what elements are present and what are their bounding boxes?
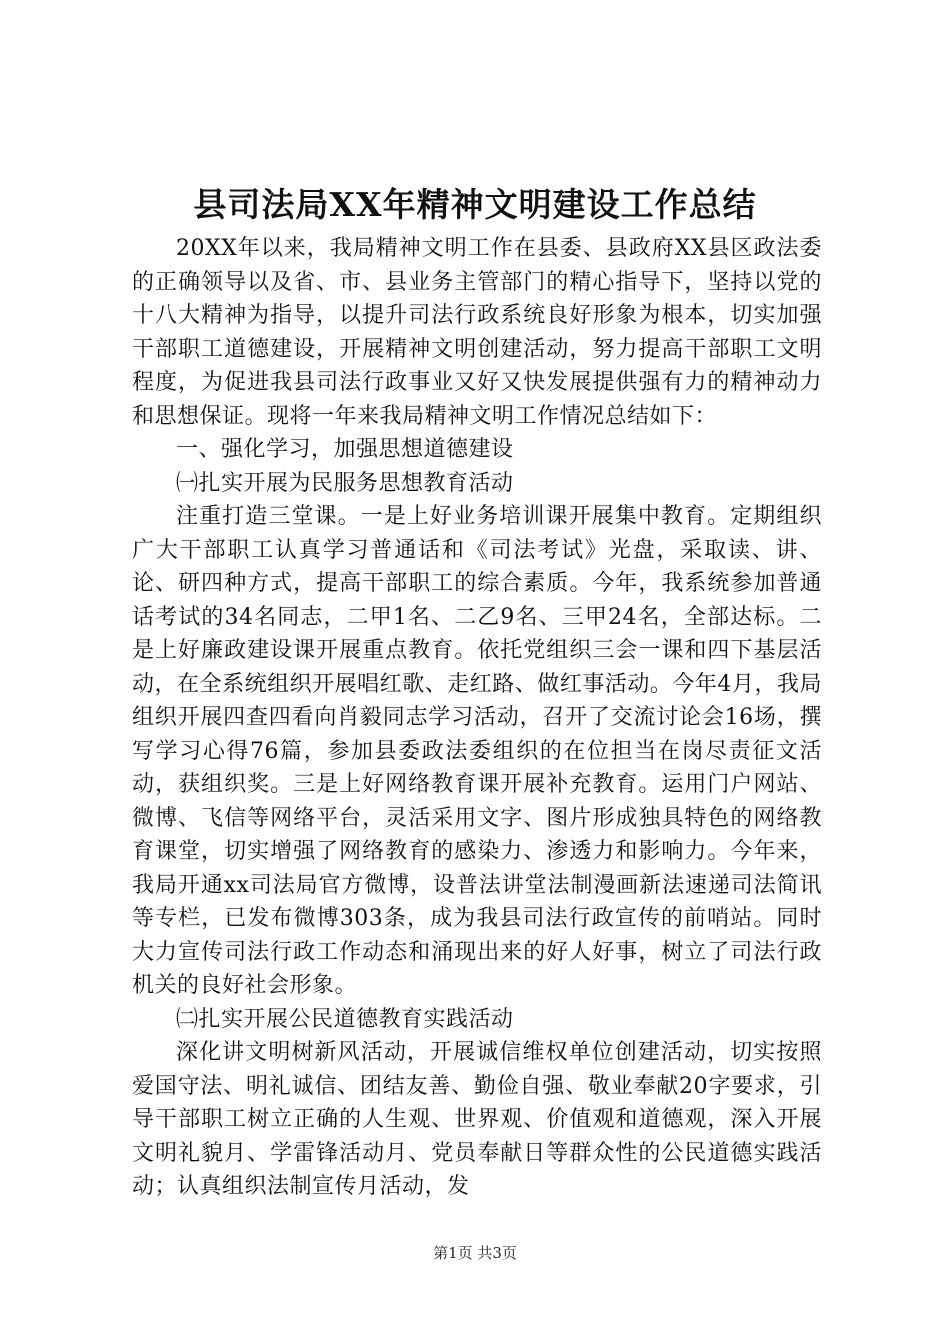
subsection-heading-2: ㈡扎实开展公民道德教育实践活动	[176, 1006, 514, 1032]
document-title: 县司法局XX年精神文明建设工作总结	[193, 185, 757, 224]
intro-paragraph: 20XX年以来，我局精神文明工作在县委、县政府XX县区政法委的正确领导以及省、市、县业务主管部门的精心指导下，坚持以党的十八大精神为指导，以提升司法行政系统良好形象为根本，切实加强干部职工道德建设，开展精神文明创建活动，努力提高干部职工文明程度，为促进我县司法行政事业又好又快发展提供强有力的精神动力和思想保证。现将一年来我局精神文明工作情况总结如下：	[132, 236, 822, 429]
page-footer: 第1页 共3页	[433, 1244, 517, 1262]
subsection-heading-1: ㈠扎实开展为民服务思想教育活动	[176, 470, 514, 496]
section-heading-1: 一、强化学习，加强思想道德建设	[176, 437, 514, 462]
document-body	[132, 232, 822, 1204]
body-paragraph-1: 注重打造三堂课。一是上好业务培训课开展集中教育。定期组织广大干部职工认真学习普通话和《司法考试》光盘，采取读、讲、论、研四种方式，提高干部职工的综合素质。今年，我系统参加普通话考试的34名同志，二甲1名、二乙9名、三甲24名，全部达标。二是上好廉政建设课开展重点教育。依托党组织三会一课和四下基层活动，在全系统组织开展唱红歌、走红路、做红事活动。今年4月，我局组织开展四查四看向肖毅同志学习活动，召开了交流讨论会16场，撰写学习心得76篇，参加县委政法委组织的在位担当在岗尽责征文活动，获组织奖。三是上好网络教育课开展补充教育。运用门户网站、微博、飞信等网络平台，灵活采用文字、图片形成独具特色的网络教育课堂，切实增强了网络教育的感染力、渗透力和影响力。今年来，我局开通xx司法局官方微博，设普法讲堂法制漫画新法速递司法简讯等专栏，已发布微博303条，成为我县司法行政宣传的前哨站。同时大力宣传司法行政工作动态和涌现出来的好人好事，树立了司法行政机关的良好社会形象。	[132, 504, 822, 998]
body-paragraph-2: 深化讲文明树新风活动，开展诚信维权单位创建活动，切实按照爱国守法、明礼诚信、团结友善、勤俭自强、敬业奉献20字要求，引导干部职工树立正确的人生观、世界观、价值观和道德观，深入开展文明礼貌月、学雷锋活动月、党员奉献日等群众性的公民道德实践活动；认真组织法制宣传月活动，发	[132, 1040, 822, 1199]
